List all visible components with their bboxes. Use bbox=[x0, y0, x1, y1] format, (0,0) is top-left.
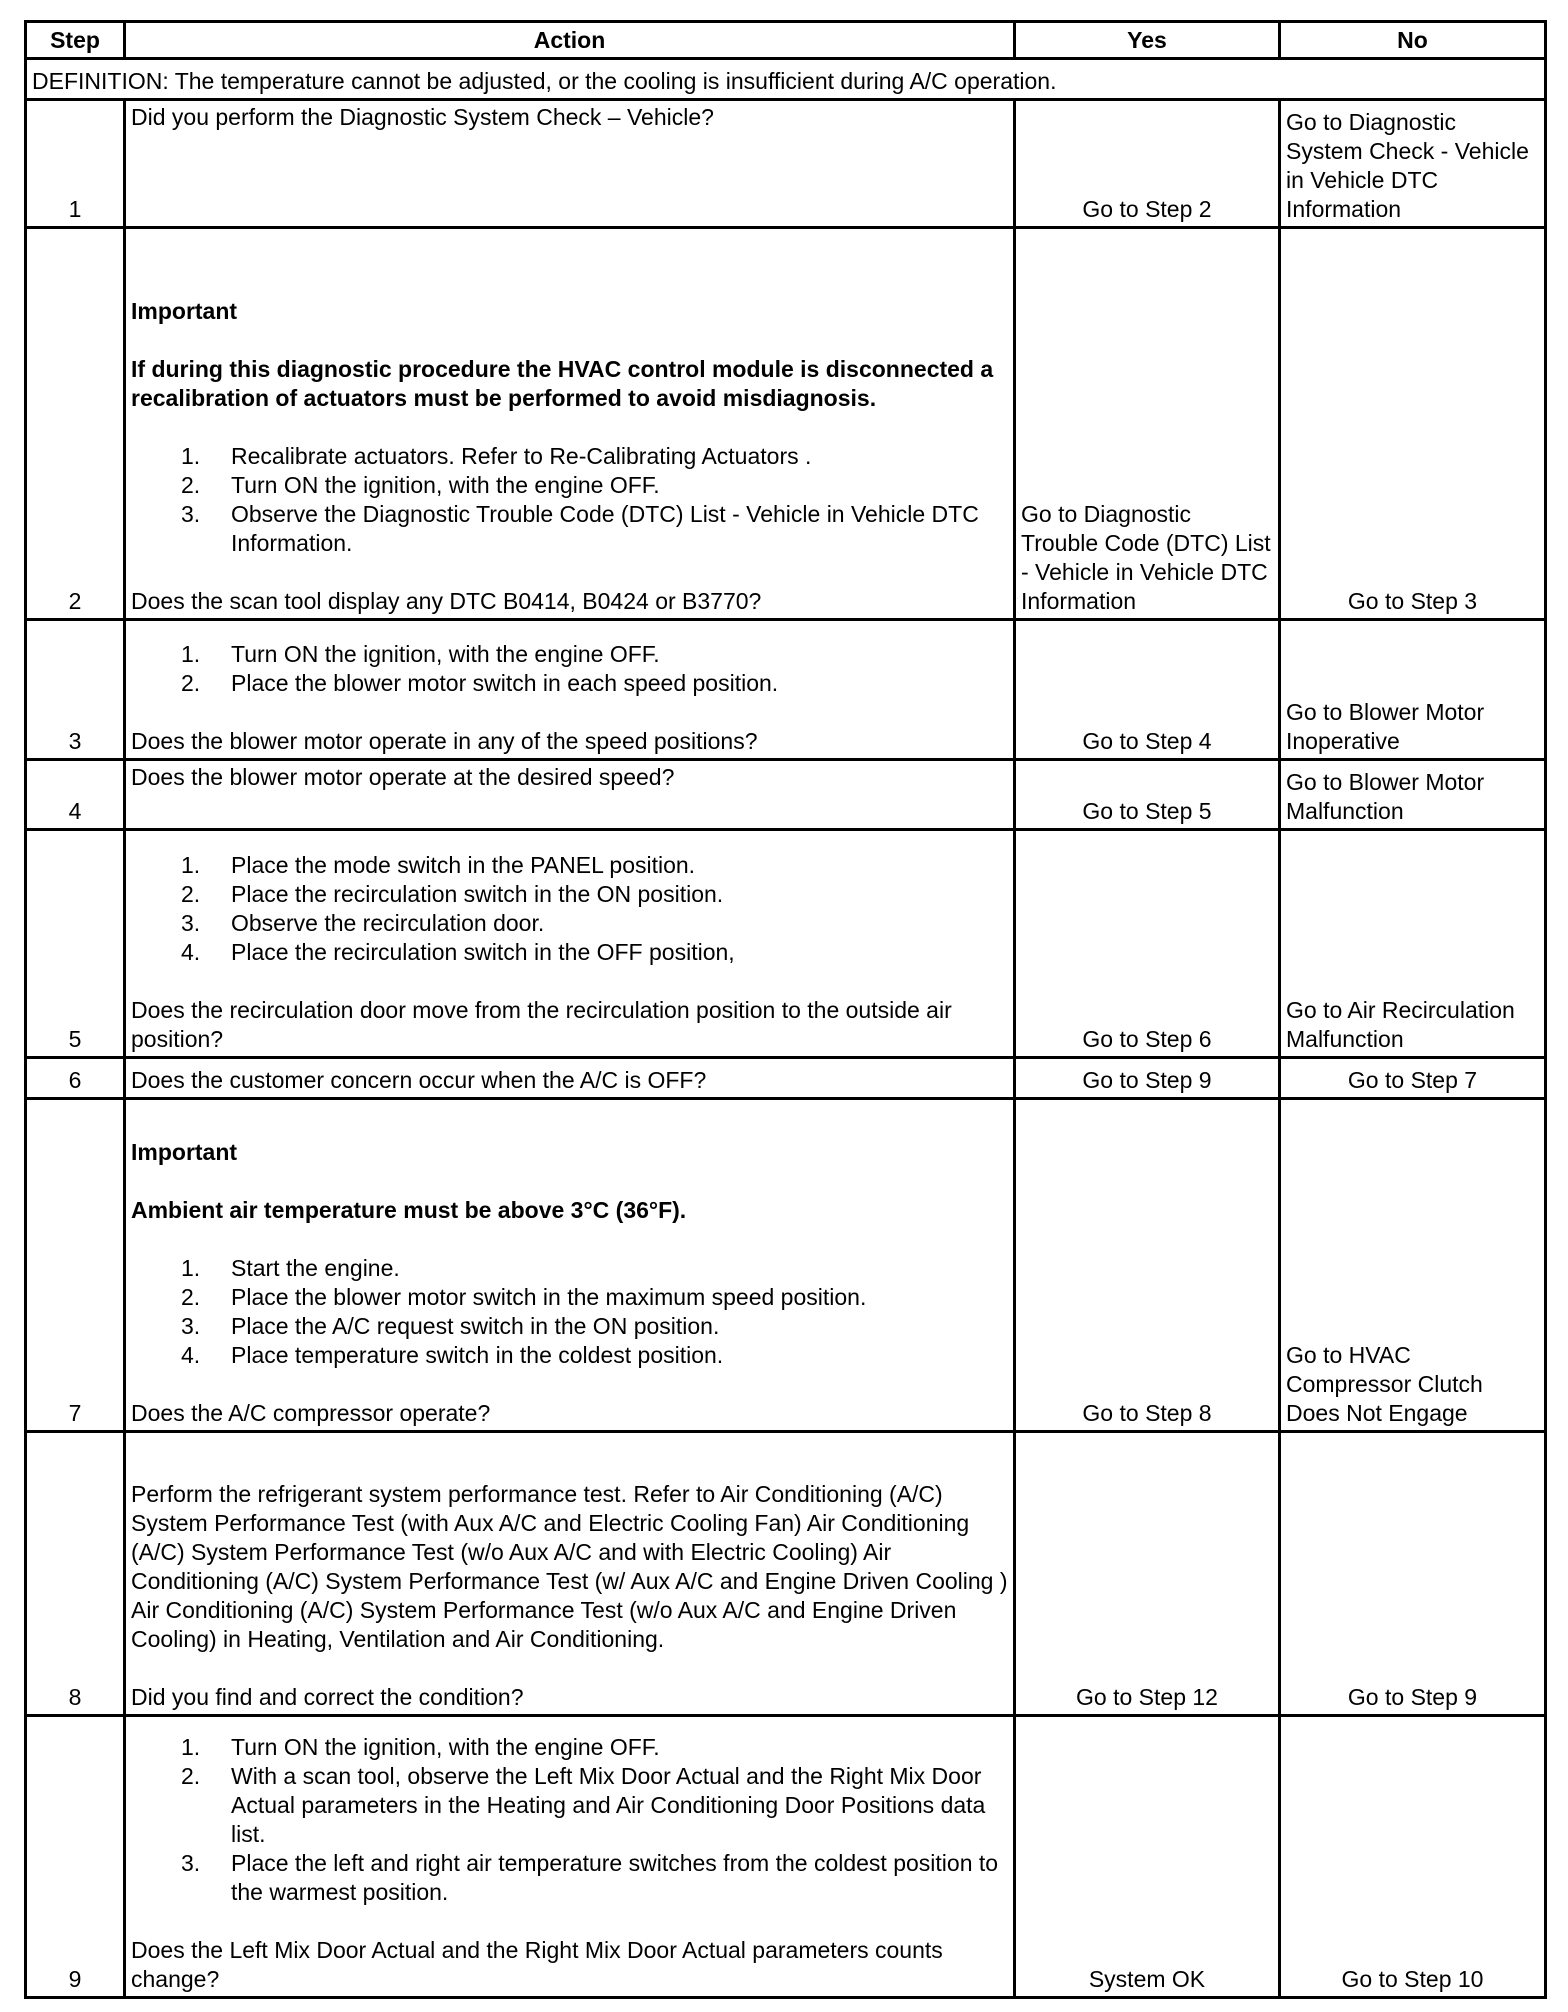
question-text: Did you perform the Diagnostic System Check – Vehicle? bbox=[131, 104, 714, 130]
yes-cell: System OK bbox=[1015, 1716, 1280, 1998]
list-item: 1. Turn ON the ignition, with the engine OFF. bbox=[181, 641, 660, 667]
list-item: 3. Observe the Diagnostic Trouble Code (DTC) List - Vehicle in Vehicle DTC Information. bbox=[181, 501, 979, 556]
important-text: If during this diagnostic procedure the HVAC control module is disconnected a recalibration of actuators must be performed to avoid misdiagnosis. bbox=[131, 356, 994, 411]
header-action: Action bbox=[125, 22, 1015, 59]
no-cell: Go to Blower Motor Inoperative bbox=[1280, 620, 1546, 760]
no-cell: Go to Step 3 bbox=[1280, 228, 1546, 620]
action-cell bbox=[125, 1432, 1015, 1716]
question-text: Does the customer concern occur when the A/C is OFF? bbox=[131, 1067, 707, 1093]
list-item: 3. Observe the recirculation door. bbox=[181, 910, 545, 936]
definition-row bbox=[26, 59, 1546, 100]
list-item: 1. Start the engine. bbox=[181, 1255, 400, 1281]
table-row bbox=[26, 228, 1546, 620]
table-row bbox=[26, 1716, 1546, 1998]
list-item: 1. Place the mode switch in the PANEL position. bbox=[181, 852, 696, 878]
no-cell: Go to Diagnostic System Check - Vehicle in Vehicle DTC Information bbox=[1280, 100, 1546, 228]
list-item: 2. Place the blower motor switch in each speed position. bbox=[181, 670, 779, 696]
no-cell: Go to HVAC Compressor Clutch Does Not Engage bbox=[1280, 1099, 1546, 1432]
diagnostic-table bbox=[24, 20, 1547, 1999]
question-text: Does the scan tool display any DTC B0414, B0424 or B3770? bbox=[131, 588, 762, 614]
list-item: 2. With a scan tool, observe the Left Mix Door Actual and the Right Mix Door Actual parameters in the Heating and Air Conditioning Door Positions data list. bbox=[181, 1763, 986, 1847]
header-yes: Yes bbox=[1015, 22, 1280, 59]
procedure-paragraph: Perform the refrigerant system performance test. Refer to Air Conditioning (A/C) System Performance Test (with Aux A/C and Electric Cooling Fan) Air Conditioning (A/C) System Performance Test (w/o Aux A/C and with Electric Cooling) Air Conditioning (A/C) System Performance Test (w/ Aux A/C and Engine Driven Cooling ) Air Conditioning (A/C) System Performance Test (w/o Aux A/C and Engine Driven Cooling) in Heating, Ventilation and Air Conditioning. bbox=[131, 1481, 1008, 1652]
step-number: 9 bbox=[26, 1716, 125, 1998]
action-cell bbox=[125, 1058, 1015, 1099]
action-list bbox=[131, 851, 1008, 967]
action-list bbox=[131, 640, 1008, 698]
no-cell: Go to Step 7 bbox=[1280, 1058, 1546, 1099]
list-item: 2. Turn ON the ignition, with the engine OFF. bbox=[181, 472, 660, 498]
table-row bbox=[26, 1058, 1546, 1099]
list-item: 3. Place the A/C request switch in the ON position. bbox=[181, 1313, 720, 1339]
question-text: Did you find and correct the condition? bbox=[131, 1684, 524, 1710]
no-cell: Go to Blower Motor Malfunction bbox=[1280, 760, 1546, 830]
list-item: 4. Place temperature switch in the coldest position. bbox=[181, 1342, 724, 1368]
action-cell bbox=[125, 1099, 1015, 1432]
important-title: Important bbox=[131, 1139, 238, 1165]
important-title: Important bbox=[131, 298, 238, 324]
yes-cell: Go to Step 2 bbox=[1015, 100, 1280, 228]
step-number: 4 bbox=[26, 760, 125, 830]
table-row bbox=[26, 1432, 1546, 1716]
action-cell bbox=[125, 620, 1015, 760]
action-cell bbox=[125, 830, 1015, 1058]
action-cell bbox=[125, 1716, 1015, 1998]
list-item: 3. Place the left and right air temperature switches from the coldest position to the warmest position. bbox=[181, 1850, 999, 1905]
step-number: 1 bbox=[26, 100, 125, 228]
step-number: 7 bbox=[26, 1099, 125, 1432]
yes-cell: Go to Step 6 bbox=[1015, 830, 1280, 1058]
step-number: 3 bbox=[26, 620, 125, 760]
action-cell bbox=[125, 760, 1015, 830]
action-list bbox=[131, 442, 1008, 558]
table-row bbox=[26, 1099, 1546, 1432]
list-item: 4. Place the recirculation switch in the OFF position, bbox=[181, 939, 735, 965]
list-item: 1. Recalibrate actuators. Refer to Re-Calibrating Actuators . bbox=[181, 443, 812, 469]
yes-cell: Go to Step 8 bbox=[1015, 1099, 1280, 1432]
no-cell: Go to Step 10 bbox=[1280, 1716, 1546, 1998]
step-number: 8 bbox=[26, 1432, 125, 1716]
table-row bbox=[26, 100, 1546, 228]
no-cell: Go to Step 9 bbox=[1280, 1432, 1546, 1716]
list-item: 1. Turn ON the ignition, with the engine OFF. bbox=[181, 1734, 660, 1760]
table-row bbox=[26, 830, 1546, 1058]
table-row bbox=[26, 760, 1546, 830]
yes-cell: Go to Step 12 bbox=[1015, 1432, 1280, 1716]
step-number: 5 bbox=[26, 830, 125, 1058]
header-step: Step bbox=[26, 22, 125, 59]
table-row bbox=[26, 620, 1546, 760]
yes-cell: Go to Step 4 bbox=[1015, 620, 1280, 760]
header-no: No bbox=[1280, 22, 1546, 59]
question-text: Does the A/C compressor operate? bbox=[131, 1400, 491, 1426]
no-cell: Go to Air Recirculation Malfunction bbox=[1280, 830, 1546, 1058]
action-list bbox=[131, 1254, 1008, 1370]
question-text: Does the blower motor operate in any of the speed positions? bbox=[131, 728, 758, 754]
definition-text: DEFINITION: The temperature cannot be adjusted, or the cooling is insufficient during A/C operation. bbox=[26, 59, 1546, 100]
question-text: Does the blower motor operate at the desired speed? bbox=[131, 764, 675, 790]
yes-cell: Go to Step 5 bbox=[1015, 760, 1280, 830]
action-cell bbox=[125, 228, 1015, 620]
step-number: 2 bbox=[26, 228, 125, 620]
question-text: Does the recirculation door move from the recirculation position to the outside air position? bbox=[131, 997, 952, 1052]
action-list bbox=[131, 1733, 1008, 1907]
step-number: 6 bbox=[26, 1058, 125, 1099]
yes-cell: Go to Diagnostic Trouble Code (DTC) List - Vehicle in Vehicle DTC Information bbox=[1015, 228, 1280, 620]
yes-cell: Go to Step 9 bbox=[1015, 1058, 1280, 1099]
important-text: Ambient air temperature must be above 3°C (36°F). bbox=[131, 1197, 687, 1223]
action-cell bbox=[125, 100, 1015, 228]
question-text: Does the Left Mix Door Actual and the Right Mix Door Actual parameters counts change? bbox=[131, 1937, 943, 1992]
list-item: 2. Place the blower motor switch in the maximum speed position. bbox=[181, 1284, 867, 1310]
list-item: 2. Place the recirculation switch in the ON position. bbox=[181, 881, 724, 907]
header-row bbox=[26, 22, 1546, 59]
